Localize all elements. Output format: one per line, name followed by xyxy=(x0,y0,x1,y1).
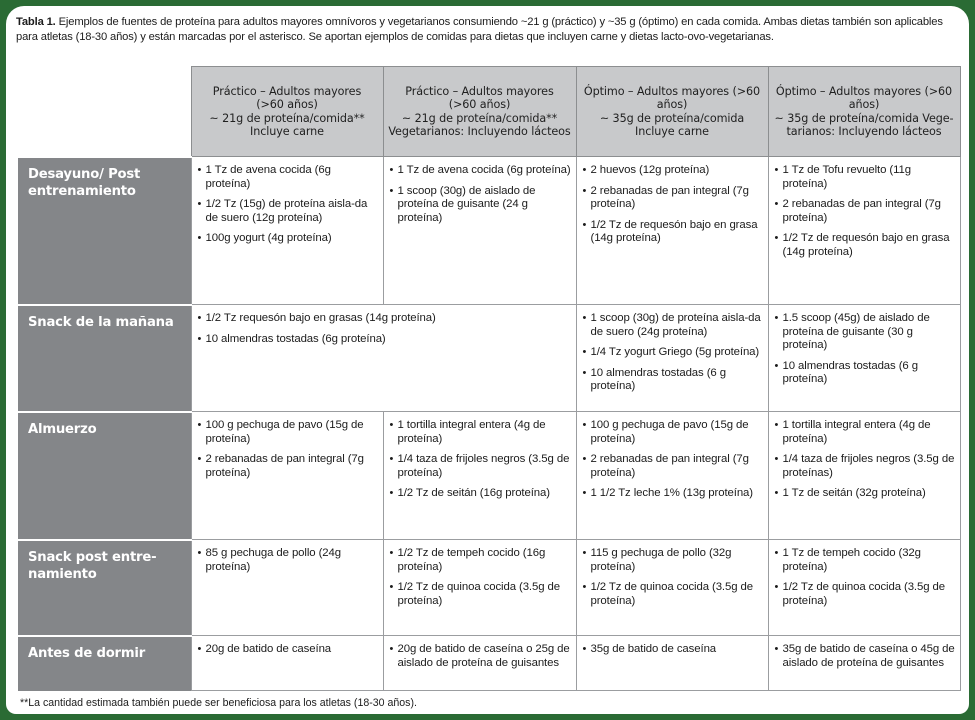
table-cell xyxy=(768,157,960,305)
column-header-line: ~ 35g de proteína/comida Vege- xyxy=(774,111,954,125)
food-list xyxy=(390,164,572,225)
header-row xyxy=(18,67,960,157)
footnote: **La cantidad estimada también puede ser beneficiosa para los atletas (18-30 años). xyxy=(20,697,417,709)
food-item: • 1/2 Tz de quinoa cocida (3.5g de proteína) xyxy=(775,581,956,608)
column-header-line: Incluye carne xyxy=(250,125,324,138)
merged-cell xyxy=(191,305,576,412)
column-header-line: ~ 21g de proteína/comida** xyxy=(209,111,365,125)
food-list xyxy=(198,547,379,574)
column-header-line: ~ 35g de proteína/comida xyxy=(599,111,745,125)
table-caption xyxy=(16,15,961,45)
food-item: • 1 scoop (30g) de proteína aisla-da de suero (24g proteína) xyxy=(583,312,764,339)
food-list xyxy=(775,547,956,608)
food-list xyxy=(775,643,956,670)
food-item: • 115 g pechuga de pollo (32g proteína) xyxy=(583,547,764,574)
food-item: • 2 rebanadas de pan integral (7g proteína) xyxy=(583,185,764,212)
column-header-line: años) xyxy=(656,98,688,111)
food-item: • 2 rebanadas de pan integral (7g proteína) xyxy=(583,453,764,480)
column-header-1 xyxy=(191,67,383,157)
column-header-line: ~ 21g de proteína/comida** xyxy=(401,111,558,125)
table-cell xyxy=(383,412,576,540)
food-item: • 1 Tz de tempeh cocido (32g proteína) xyxy=(775,547,956,574)
food-item: • 1/2 Tz (15g) de proteína aisla-da de suero (12g proteína) xyxy=(198,198,379,225)
food-item: • 1 scoop (30g) de aislado de proteína de guisante (24 g proteína) xyxy=(390,185,572,226)
column-header-3 xyxy=(576,67,768,157)
food-item: • 35g de batido de caseína o 45g de aislado de proteína de guisantes xyxy=(775,643,956,670)
table-cell xyxy=(383,540,576,636)
food-item: • 1.5 scoop (45g) de aislado de proteína de guisante (30 g proteína) xyxy=(775,312,956,353)
food-list xyxy=(775,419,956,501)
table-cell xyxy=(576,157,768,305)
column-header-line: (>60 años) xyxy=(448,98,511,111)
column-header-4 xyxy=(768,67,960,157)
food-item: • 1 Tz de avena cocida (6g proteína) xyxy=(198,164,379,191)
food-list xyxy=(583,164,764,246)
table-row xyxy=(18,540,960,636)
column-header-line: Práctico – Adultos mayores xyxy=(212,84,362,98)
table-cell xyxy=(383,636,576,691)
table-cell xyxy=(191,157,383,305)
table-row xyxy=(18,636,960,691)
food-item: • 20g de batido de caseína o 25g de aislado de proteína de guisantes xyxy=(390,643,572,670)
column-header-line: Incluye carne xyxy=(635,125,709,138)
food-list xyxy=(583,419,764,501)
food-item: • 100g yogurt (4g proteína) xyxy=(198,232,379,246)
food-item: • 1 Tz de Tofu revuelto (11g proteína) xyxy=(775,164,956,191)
food-item: • 1/2 Tz de seitán (16g proteína) xyxy=(390,487,572,501)
column-header-line: Vegetarianos: Incluyendo lácteos xyxy=(388,125,571,138)
table-row xyxy=(18,157,960,305)
food-list xyxy=(390,643,572,670)
column-header-line: Óptimo – Adultos mayores (>60 xyxy=(775,84,953,98)
table-cell xyxy=(768,540,960,636)
food-list xyxy=(583,547,764,608)
food-list xyxy=(583,312,764,394)
table-cell xyxy=(191,636,383,691)
food-list xyxy=(198,164,379,246)
column-header-line: Óptimo – Adultos mayores (>60 xyxy=(583,84,761,98)
table-cell xyxy=(576,540,768,636)
table-cell xyxy=(383,157,576,305)
food-item: • 1/2 Tz de requesón bajo en grasa (14g proteína) xyxy=(775,232,956,259)
food-item: • 10 almendras tostadas (6 g proteína) xyxy=(775,360,956,387)
food-item: • 1/4 taza de frijoles negros (3.5g de proteínas) xyxy=(775,453,956,480)
food-item: • 1 Tz de seitán (32g proteína) xyxy=(775,487,956,501)
caption-label: Tabla 1. xyxy=(16,16,56,28)
table-card xyxy=(6,6,969,714)
table-row xyxy=(18,305,960,412)
row-label: Snack post entre-namiento xyxy=(18,540,191,636)
food-list xyxy=(198,312,572,346)
column-header-line: años) xyxy=(848,98,880,111)
table-cell xyxy=(768,412,960,540)
food-item: • 100 g pechuga de pavo (15g de proteína) xyxy=(583,419,764,446)
header-blank-cell xyxy=(18,67,191,157)
food-item: • 10 almendras tostadas (6g proteína) xyxy=(198,333,572,347)
food-item: • 1/4 Tz yogurt Griego (5g proteína) xyxy=(583,346,764,360)
food-item: • 1/2 Tz requesón bajo en grasas (14g proteína) xyxy=(198,312,572,326)
food-item: • 35g de batido de caseína xyxy=(583,643,764,657)
food-item: • 20g de batido de caseína xyxy=(198,643,379,657)
caption-text: Ejemplos de fuentes de proteína para adultos mayores omnívoros y vegetarianos consumiendo ~21 g (práctico) y ~35 g (óptimo) en cada comida. Ambas dietas también son aplicables para atletas (18-30 años) y están marcadas por el asterisco. Se aportan ejemplos de comidas para dietas que incluyen carne y dietas lacto-ovo-vegetarianas. xyxy=(16,16,943,43)
food-item: • 10 almendras tostadas (6 g proteína) xyxy=(583,367,764,394)
column-header-line: (>60 años) xyxy=(256,98,318,111)
food-list xyxy=(198,643,379,657)
food-list xyxy=(198,419,379,480)
food-item: • 1 1/2 Tz leche 1% (13g proteína) xyxy=(583,487,764,501)
row-label: Antes de dormir xyxy=(18,636,191,691)
food-list xyxy=(390,419,572,501)
row-label: Desayuno/ Post entrenamiento xyxy=(18,157,191,305)
food-list xyxy=(775,164,956,260)
food-item: • 1/4 taza de frijoles negros (3.5g de proteína) xyxy=(390,453,572,480)
column-header-line: tarianos: Incluyendo lácteos xyxy=(786,125,942,138)
table-cell xyxy=(576,305,768,412)
column-header-line: Práctico – Adultos mayores xyxy=(405,84,554,98)
row-label: Almuerzo xyxy=(18,412,191,540)
food-item: • 1 tortilla integral entera (4g de proteína) xyxy=(775,419,956,446)
table-row xyxy=(18,412,960,540)
food-item: • 1/2 Tz de quinoa cocida (3.5g de proteína) xyxy=(583,581,764,608)
food-item: • 1 tortilla integral entera (4g de proteína) xyxy=(390,419,572,446)
food-item: • 2 huevos (12g proteína) xyxy=(583,164,764,178)
food-item: • 100 g pechuga de pavo (15g de proteína) xyxy=(198,419,379,446)
row-label: Snack de la mañana xyxy=(18,305,191,412)
food-item: • 1/2 Tz de quinoa cocida (3.5g de proteína) xyxy=(390,581,572,608)
protein-table xyxy=(18,66,961,691)
table-cell xyxy=(576,636,768,691)
table-cell xyxy=(768,636,960,691)
food-item: • 2 rebanadas de pan integral (7g proteína) xyxy=(775,198,956,225)
food-item: • 1/2 Tz de tempeh cocido (16g proteína) xyxy=(390,547,572,574)
table-cell xyxy=(191,412,383,540)
food-item: • 2 rebanadas de pan integral (7g proteína) xyxy=(198,453,379,480)
food-item: • 85 g pechuga de pollo (24g proteína) xyxy=(198,547,379,574)
table-cell xyxy=(768,305,960,412)
column-header-2 xyxy=(383,67,576,157)
food-item: • 1 Tz de avena cocida (6g proteína) xyxy=(390,164,572,178)
food-item: • 1/2 Tz de requesón bajo en grasa (14g proteína) xyxy=(583,219,764,246)
food-list xyxy=(583,643,764,657)
table-cell xyxy=(191,540,383,636)
food-list xyxy=(390,547,572,608)
table-cell xyxy=(576,412,768,540)
food-list xyxy=(775,312,956,387)
